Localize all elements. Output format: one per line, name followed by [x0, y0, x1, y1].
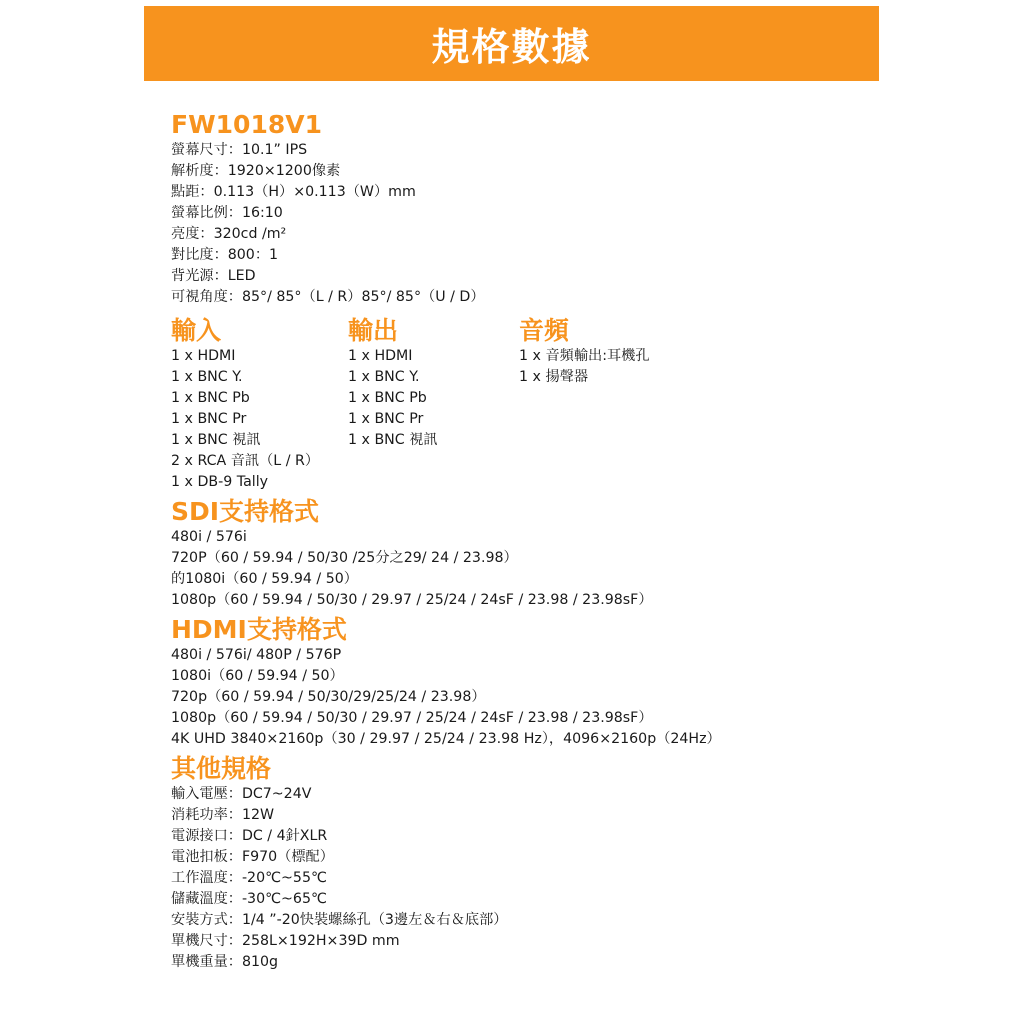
spec-line: 480i / 576i	[171, 529, 247, 545]
spec-line: 輸入電壓：DC7~24V	[171, 786, 312, 802]
spec-line: 480i / 576i/ 480P / 576P	[171, 647, 342, 663]
spec-line: 1 x BNC Pr	[348, 411, 424, 427]
spec-line: 的1080i（60 / 59.94 / 50）	[171, 571, 358, 587]
spec-line: 1 x BNC Pr	[171, 411, 247, 427]
audio-heading: 音頻	[519, 316, 570, 345]
spec-line: 點距：0.113（H）×0.113（W）mm	[171, 184, 416, 200]
spec-line: 螢幕尺寸：10.1” IPS	[171, 142, 308, 158]
outputs-list	[348, 346, 525, 451]
spec-line: 螢幕比例：16:10	[171, 205, 283, 221]
spec-line: 1080i（60 / 59.94 / 50）	[171, 668, 344, 684]
spec-line: 解析度：1920×1200像素	[171, 163, 341, 179]
spec-line: 1 x 揚聲器	[519, 369, 589, 385]
sdi-heading: SDI支持格式	[171, 497, 320, 526]
spec-line: 1 x BNC 視訊	[171, 432, 261, 448]
inputs-list	[171, 346, 348, 493]
spec-line: 單機尺寸：258L×192H×39D mm	[171, 933, 400, 949]
spec-line: 儲藏溫度：-30℃~65℃	[171, 891, 327, 907]
spec-line: 1 x BNC 視訊	[348, 432, 438, 448]
spec-line: 1 x BNC Pb	[348, 390, 427, 406]
other-spec-list	[171, 784, 891, 973]
spec-line: 背光源：LED	[171, 268, 256, 284]
spec-line: 安裝方式：1/4 ”-20快裝螺絲孔（3邊左＆右＆底部）	[171, 912, 508, 928]
spec-line: 1 x DB-9 Tally	[171, 474, 269, 490]
spec-line: 1 x BNC Y.	[348, 369, 420, 385]
spec-line: 1 x 音頻輸出:耳機孔	[519, 348, 650, 364]
inputs-section	[171, 316, 348, 493]
model-heading: FW1018V1	[171, 110, 322, 139]
spec-line: 1 x BNC Y.	[171, 369, 243, 385]
spec-line: 電源接口：DC / 4針XLR	[171, 828, 328, 844]
sdi-format-list	[171, 527, 891, 611]
outputs-heading: 輸出	[348, 316, 399, 345]
spec-line: 電池扣板：F970（標配）	[171, 849, 334, 865]
spec-line: 亮度：320cd /m²	[171, 226, 287, 242]
title-banner	[144, 6, 879, 81]
spec-line: 720P（60 / 59.94 / 50/30 /25分之29/ 24 / 23.98）	[171, 550, 518, 566]
spec-line: 工作溫度：-20℃~55℃	[171, 870, 327, 886]
model-spec-list	[171, 140, 891, 308]
hdmi-heading: HDMI支持格式	[171, 615, 347, 644]
spec-line: 1080p（60 / 59.94 / 50/30 / 29.97 / 25/24 / 24sF / 23.98 / 23.98sF）	[171, 592, 653, 608]
spec-line: 消耗功率：12W	[171, 807, 275, 823]
page-title: 規格數據	[431, 25, 592, 69]
spec-line: 可視角度：85°/ 85°（L / R）85°/ 85°（U / D）	[171, 289, 485, 305]
spec-line: 4K UHD 3840×2160p（30 / 29.97 / 25/24 / 23.98 Hz），4096×2160p（24Hz）	[171, 731, 721, 747]
spec-line: 2 x RCA 音訊（L / R）	[171, 453, 320, 469]
audio-list	[519, 346, 719, 388]
other-heading: 其他規格	[171, 754, 272, 783]
inputs-heading: 輸入	[171, 316, 222, 345]
spec-line: 1 x BNC Pb	[171, 390, 250, 406]
sdi-section	[171, 497, 891, 611]
outputs-section	[348, 316, 525, 493]
model-section	[171, 110, 891, 308]
spec-line: 單機重量：810g	[171, 954, 279, 970]
spec-line: 720p（60 / 59.94 / 50/30/29/25/24 / 23.98）	[171, 689, 486, 705]
spec-line: 1080p（60 / 59.94 / 50/30 / 29.97 / 25/24 / 24sF / 23.98 / 23.98sF）	[171, 710, 653, 726]
other-section	[171, 754, 891, 973]
io-columns	[171, 316, 891, 493]
spec-content	[171, 110, 891, 977]
spec-line: 對比度：800：1	[171, 247, 279, 263]
hdmi-format-list	[171, 645, 891, 750]
hdmi-section	[171, 615, 891, 750]
audio-section	[519, 316, 719, 493]
spec-line: 1 x HDMI	[348, 348, 413, 364]
spec-line: 1 x HDMI	[171, 348, 236, 364]
